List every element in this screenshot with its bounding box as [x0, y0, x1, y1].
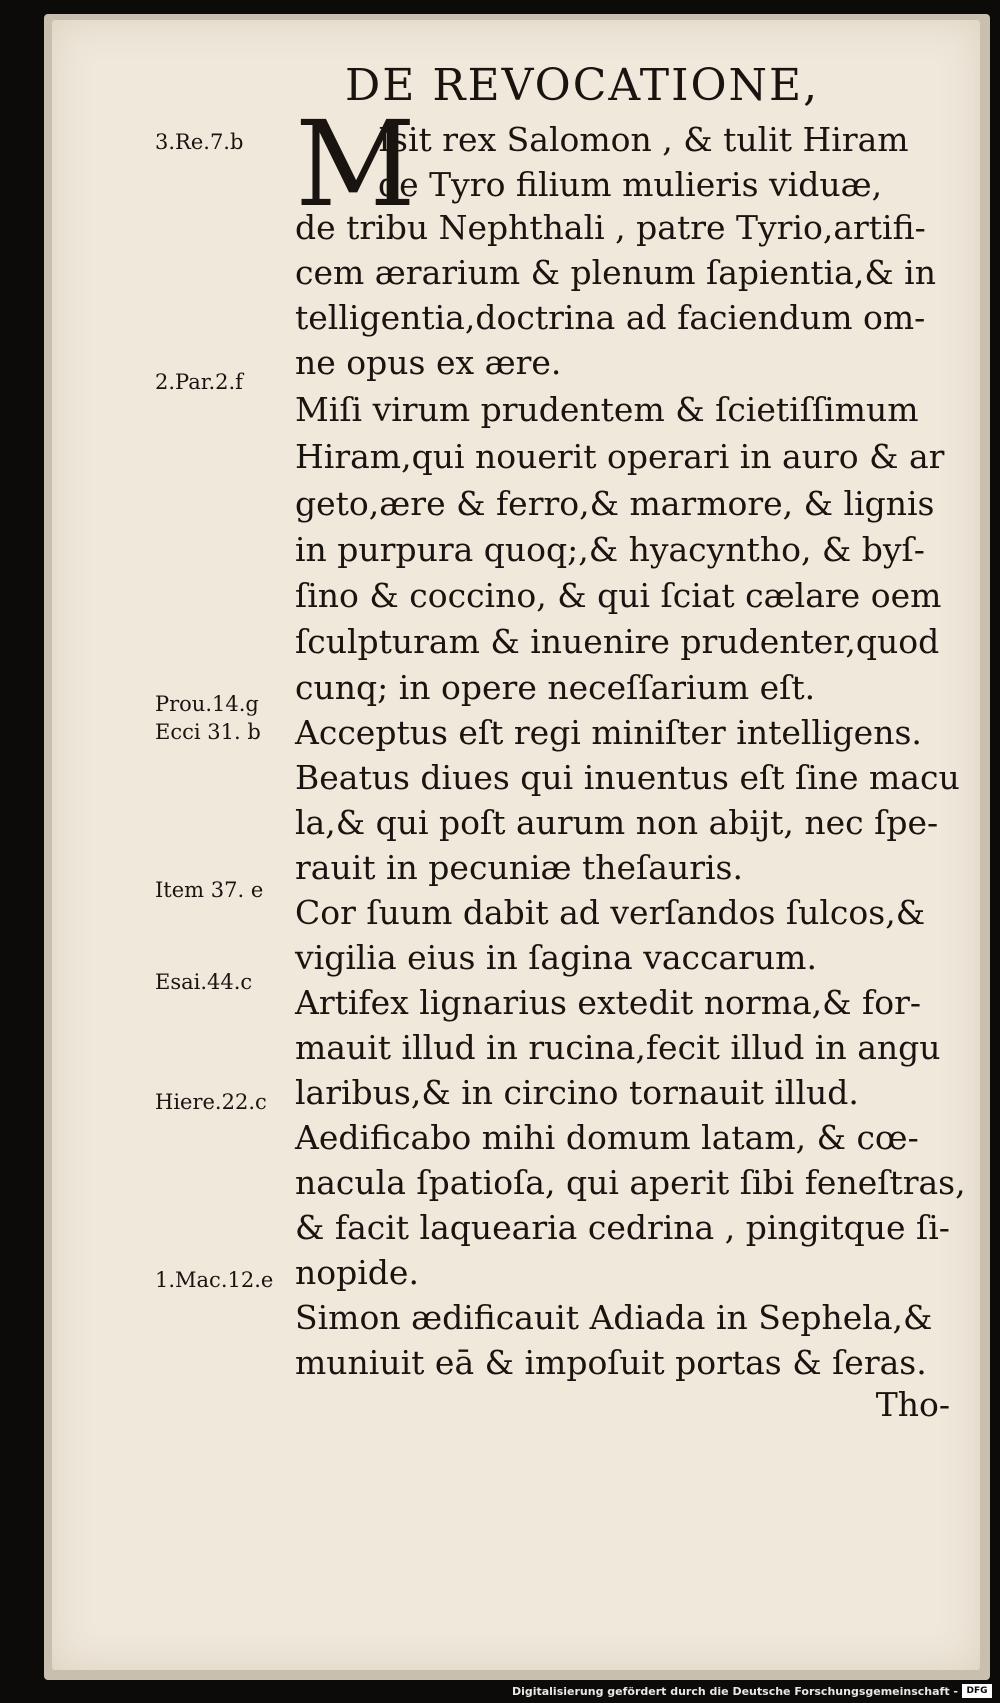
- margin-note: Hiere.22.c: [155, 1090, 267, 1114]
- text-line: Artifex lignarius extedit norma,& for-: [295, 983, 922, 1022]
- text-line: nopide.: [295, 1253, 419, 1292]
- text-line: la,& qui poſt aurum non abijt, nec ſpe-: [295, 803, 939, 842]
- text-line: mauit illud in rucina,fecit illud in angu: [295, 1028, 941, 1067]
- margin-note: 2.Par.2.f: [155, 370, 243, 394]
- funding-credit: Digitalisierung gefördert durch die Deutsche Forschungsgemeinschaft -: [511, 1685, 958, 1698]
- margin-note: Prou.14.g: [155, 692, 259, 716]
- text-line: Miſi virum prudentem & ſcietiſſimum: [295, 390, 919, 429]
- text-line: Beatus diues qui inuentus eſt ſine macu: [295, 758, 960, 797]
- text-line: de Tyro filium mulieris viduæ,: [378, 165, 883, 204]
- text-line: & facit laquearia cedrina , pingitque ſi-: [295, 1208, 950, 1247]
- text-line: ne opus ex ære.: [295, 343, 562, 382]
- text-line: Aedificabo mihi domum latam, & cœ-: [295, 1118, 919, 1157]
- dfg-logo: DFG: [962, 1684, 992, 1698]
- running-head: DE REVOCATIONE,: [345, 60, 820, 111]
- text-line: in purpura quoq;,& hyacyntho, & byſ-: [295, 530, 925, 569]
- drop-cap: M: [295, 95, 416, 233]
- margin-note: Esai.44.c: [155, 970, 253, 994]
- margin-note: 1.Mac.12.e: [155, 1268, 274, 1292]
- text-line: de tribu Nephthali , patre Tyrio,artifi-: [295, 208, 926, 247]
- text-line: vigilia eius in ſagina vaccarum.: [295, 938, 817, 977]
- margin-note: Item 37. e: [155, 878, 264, 902]
- margin-note: Ecci 31. b: [155, 720, 261, 744]
- digitization-footer: [0, 1680, 1000, 1703]
- text-line: Cor ſuum dabit ad verſandos ſulcos,&: [295, 893, 926, 932]
- text-line: cunq; in opere neceſſarium eſt.: [295, 668, 816, 707]
- catchword: Tho-: [875, 1385, 950, 1424]
- text-line: Acceptus eſt regi miniſter intelligens.: [295, 713, 922, 752]
- text-line: Hiram,qui nouerit operari in auro & ar: [295, 437, 945, 476]
- text-line: rauit in pecuniæ theſauris.: [295, 848, 743, 887]
- text-line: cem ærarium & plenum ſapientia,& in: [295, 253, 936, 292]
- text-line: ſino & coccino, & qui ſciat cælare oem: [295, 576, 942, 615]
- text-line: nacula ſpatioſa, qui aperit ſibi feneſtras,: [295, 1163, 966, 1202]
- text-line: laribus,& in circino tornauit illud.: [295, 1073, 859, 1112]
- text-line: telligentia,doctrina ad faciendum om-: [295, 298, 926, 337]
- text-line: geto,ære & ferro,& marmore, & lignis: [295, 484, 935, 523]
- text-line: Isit rex Salomon , & tulit Hiram: [378, 120, 909, 159]
- margin-note: 3.Re.7.b: [155, 130, 244, 154]
- text-line: muniuit eā & impoſuit portas & ſeras.: [295, 1343, 927, 1382]
- text-line: Simon ædificauit Adiada in Sephela,&: [295, 1298, 933, 1337]
- text-line: ſculpturam & inuenire prudenter,quod: [295, 622, 940, 661]
